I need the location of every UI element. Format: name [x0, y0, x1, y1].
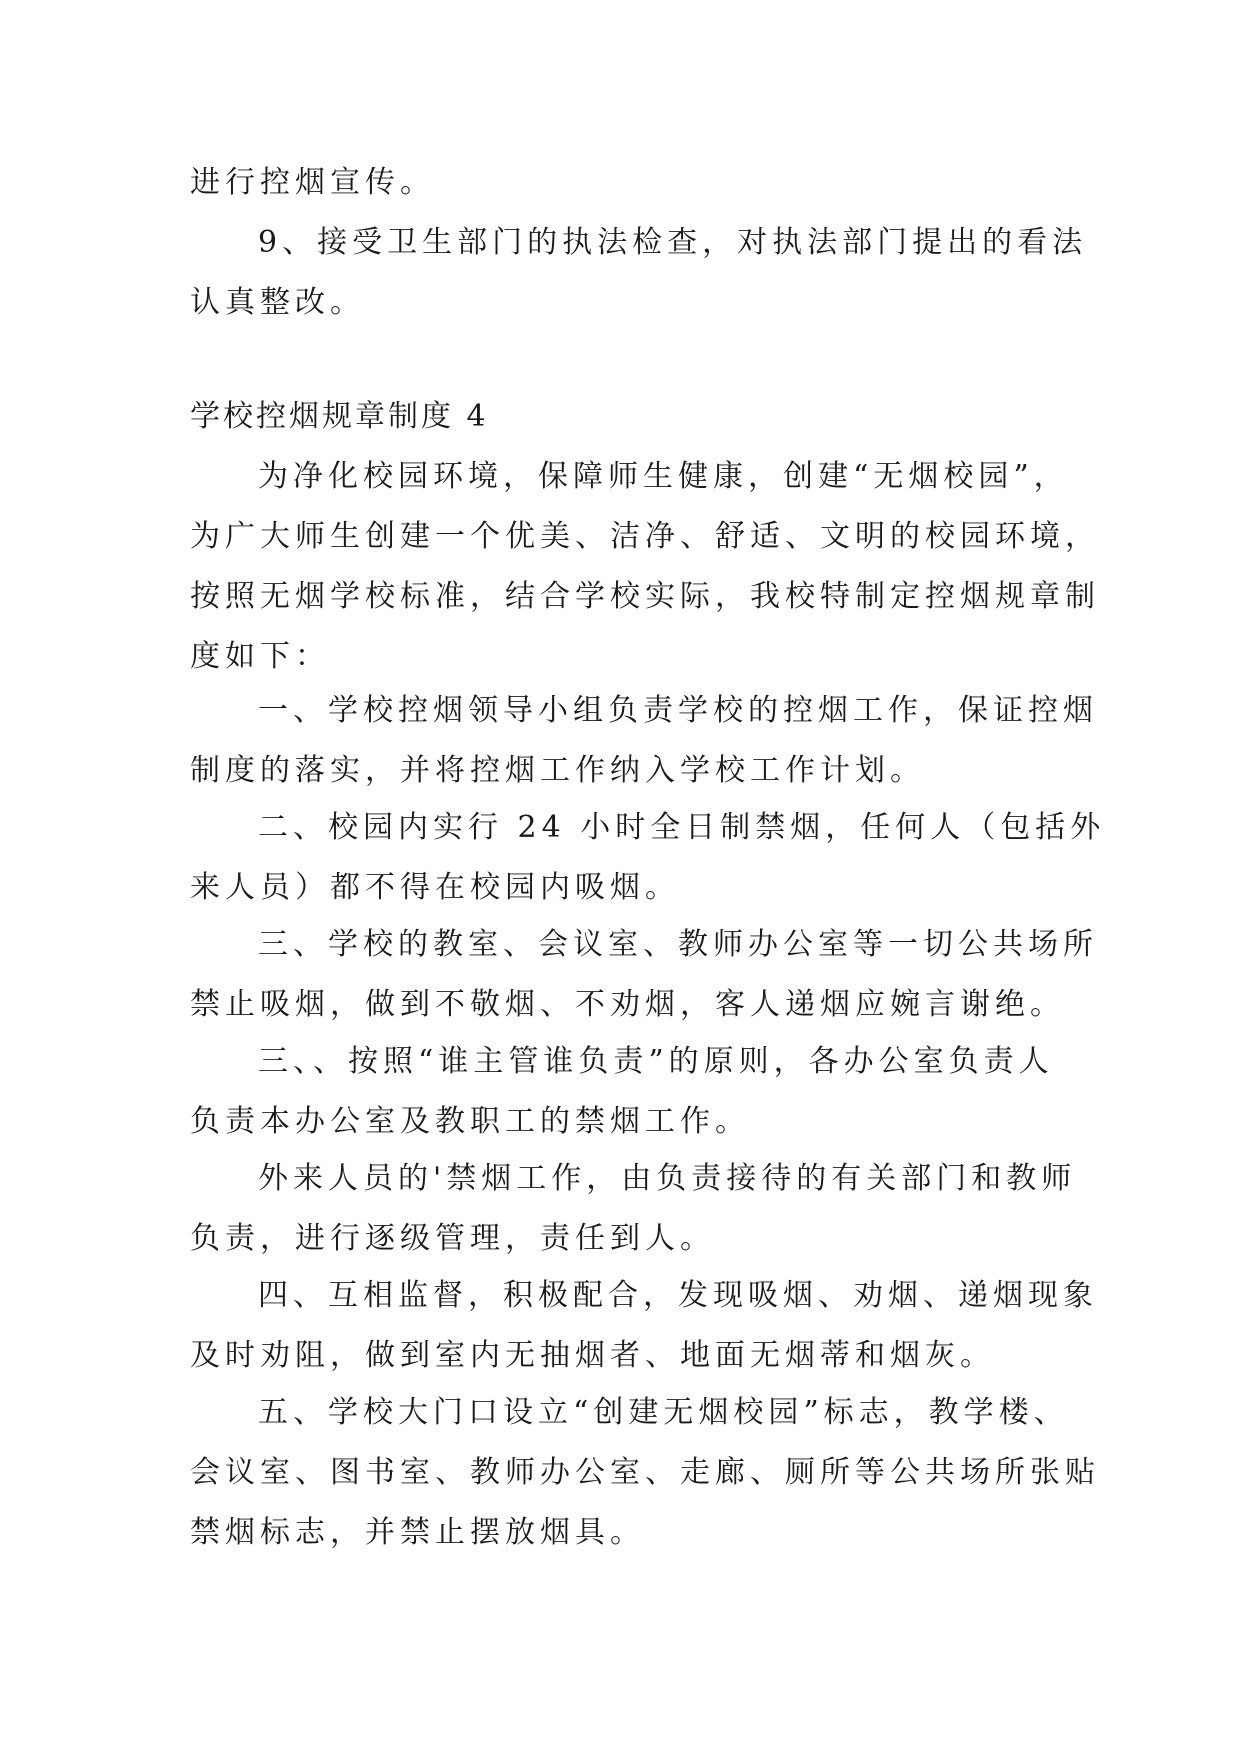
- text-line: 禁烟标志，并禁止摆放烟具。: [190, 1515, 645, 1550]
- text-line: 度如下：: [190, 639, 330, 674]
- text-line: 三、学校的教室、会议室、教师办公室等一切公共场所: [258, 927, 1098, 962]
- paragraph-item-4: [190, 1266, 1098, 1386]
- text-line: 为净化校园环境，保障师生健康，创建“无烟校园”，: [258, 459, 1069, 494]
- text-line: 负责本办公室及教职工的禁烟工作。: [190, 1104, 750, 1139]
- continuation-text: [190, 153, 1050, 213]
- text-line: 为广大师生创建一个优美、洁净、舒适、文明的校园环境，: [190, 519, 1100, 554]
- paragraph-intro: [190, 447, 1100, 687]
- text-line: 来人员）都不得在校园内吸烟。: [190, 870, 680, 905]
- paragraph-item-1: [190, 681, 1098, 801]
- text-line: 及时劝阻，做到室内无抽烟者、地面无烟蒂和烟灰。: [190, 1338, 995, 1373]
- text-line: 一、学校控烟领导小组负责学校的控烟工作，保证控烟: [258, 693, 1098, 728]
- section-title: 学校控烟规章制度 4: [190, 399, 489, 434]
- text-line: 进行控烟宣传。: [190, 165, 435, 200]
- text-line: 二、校园内实行 24 小时全日制禁烟，任何人（包括外: [258, 810, 1106, 845]
- paragraph-item-3b: [190, 1032, 1054, 1152]
- text-line: 外来人员的'禁烟工作，由负责接待的有关部门和教师: [258, 1161, 1077, 1196]
- text-line: 会议室、图书室、教师办公室、走廊、厕所等公共场所张贴: [190, 1455, 1100, 1490]
- text-line: 9、接受卫生部门的执法检查，对执法部门提出的看法: [258, 225, 1088, 260]
- text-line: 负责，进行逐级管理，责任到人。: [190, 1221, 715, 1256]
- text-line: 按照无烟学校标准，结合学校实际，我校特制定控烟规章制: [190, 579, 1100, 614]
- text-line: 制度的落实，并将控烟工作纳入学校工作计划。: [190, 753, 925, 788]
- text-line: 禁止吸烟，做到不敬烟、不劝烟，客人递烟应婉言谢绝。: [190, 987, 1065, 1022]
- text-line: 认真整改。: [190, 285, 365, 320]
- paragraph-visitors: [190, 1149, 1077, 1269]
- text-line: 四、互相监督，积极配合，发现吸烟、劝烟、递烟现象: [258, 1278, 1098, 1313]
- paragraph-item-2: [190, 798, 1106, 918]
- item-9: [190, 213, 1088, 333]
- paragraph-item-3: [190, 915, 1098, 1035]
- text-line: 三、、按照“谁主管谁负责”的原则，各办公室负责人: [258, 1044, 1054, 1079]
- paragraph-item-5: [190, 1383, 1100, 1563]
- text-line: 五、学校大门口设立“创建无烟校园”标志，教学楼、: [258, 1395, 1069, 1430]
